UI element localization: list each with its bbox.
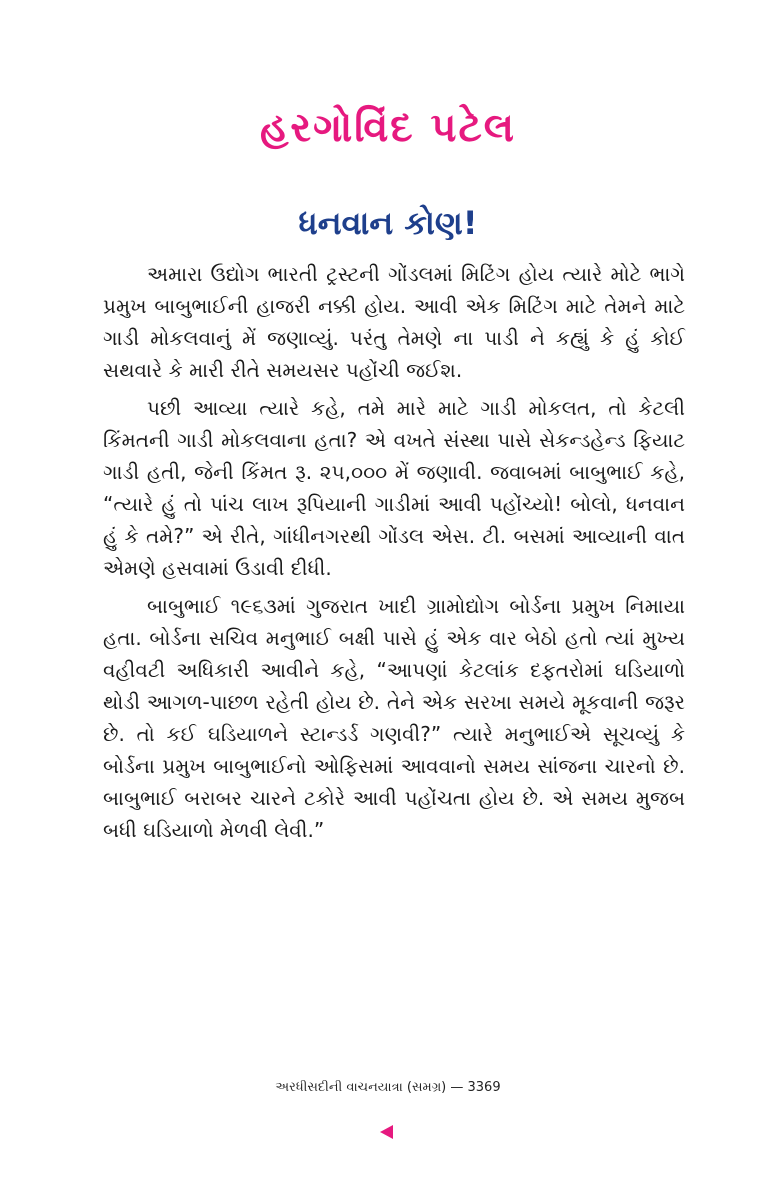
author-heading: હરગોવિંદ પટેલ [259, 105, 517, 151]
page-marker-triangle-icon [380, 1125, 393, 1139]
paragraph-2: પછી આવ્યા ત્યારે કહે, તમે મારે માટે ગાડી મોકલત, તો કેટલી કિંમતની ગાડી મોકલવાના હતા? એ વખતે સંસ્થા પાસે સેકન્ડહેન્ડ ફિયાટ ગાડી હતી, જેની કિંમત રૂ. ૨૫,૦૦૦ મેં જણાવી. જવાબમાં બાબુભાઈ કહે, “ત્યારે હું તો પાંચ લાખ રૂપિયાની ગાડીમાં આવી પહોંચ્યો! બોલો, ધનવાન હું કે તમે?” એ રીતે, ગાંધીનગરથી ગોંડલ એસ. ટી. બસમાં આવ્યાની વાત એમણે હસવામાં ઉડાવી દીધી. [103, 396, 685, 580]
story-title: ધનવાન કોણ! [298, 204, 478, 242]
paragraph-1: અમારા ઉદ્યોગ ભારતી ટ્રસ્ટની ગોંડલમાં મિટિંગ હોય ત્યારે મોટે ભાગે પ્રમુખ બાબુભાઈની હાજરી નક્કી હોય. આવી એક મિટિંગ માટે તેમને માટે ગાડી મોકલવાનું મેં જણાવ્યું. પરંતુ તેમણે ના પાડી ને કહ્યું કે હું કોઈ સથવારે કે મારી રીતે સમયસર પહોંચી જઈશ. [103, 262, 685, 382]
paragraph-3: બાબુભાઈ ૧૯૬૩માં ગુજરાત ખાદી ગ્રામોદ્યોગ બોર્ડના પ્રમુખ નિમાયા હતા. બોર્ડના સચિવ મનુભાઈ બક્ષી પાસે હું એક વાર બેઠો હતો ત્યાં મુખ્ય વહીવટી અધિકારી આવીને કહે, “આપણાં કેટલાંક દફતરોમાં ઘડિયાળો થોડી આગળ-પાછળ રહેતી હોય છે. તેને એક સરખા સમયે મૂકવાની જરૂર છે. તો કઈ ઘડિયાળને સ્ટાન્ડર્ડ ગણવી?” ત્યારે મનુભાઈએ સૂચવ્યું કે બોર્ડના પ્રમુખ બાબુભાઈનો ઓફિસમાં આવવાનો સમય સાંજના ચારનો છે. બાબુભાઈ બરાબર ચારને ટકોરે આવી પહોંચતા હોય છે. એ સમય મુજબ બધી ઘડિયાળો મેળવી લેવી.” [103, 594, 685, 842]
page-footer: અરધીસદીની વાચનયાત્રા (સમગ્ર) — 3369 [275, 1080, 501, 1095]
story-body [103, 258, 685, 852]
